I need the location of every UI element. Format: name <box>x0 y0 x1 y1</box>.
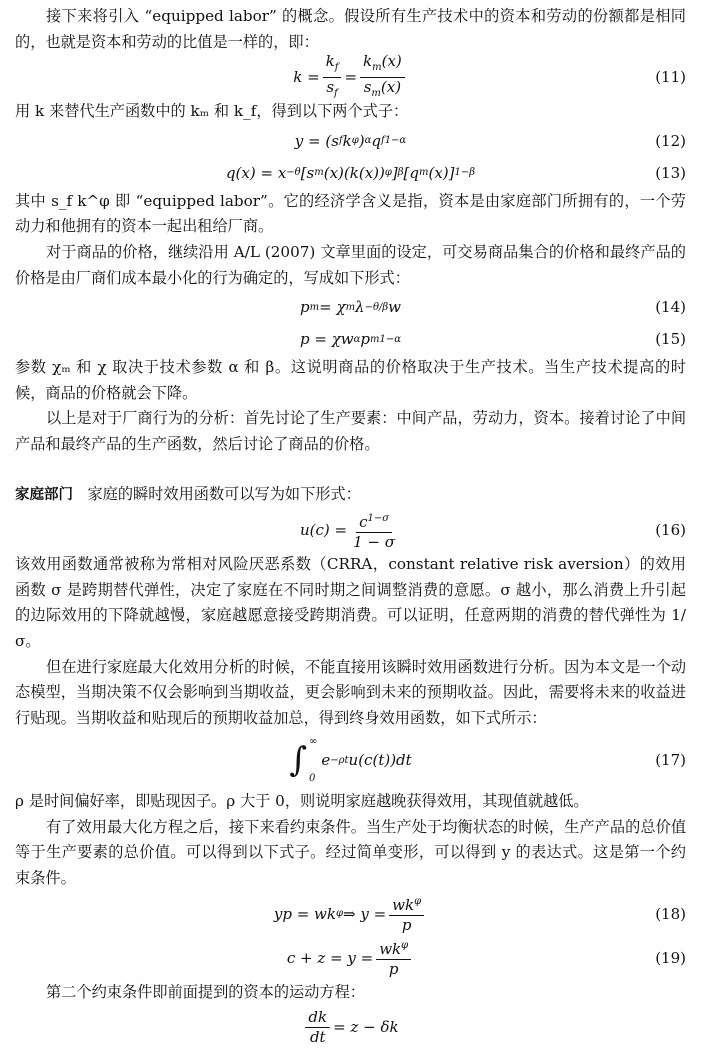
equation-14: p m = χ m λ −θ/β w (14) <box>15 291 686 323</box>
equation-number: (13) <box>655 163 686 182</box>
section-title: 家庭部门 <box>15 486 73 503</box>
equation-number: (19) <box>655 948 686 967</box>
equation-11: k = $\frac{k_f}{s_f}$ = $\frac{k_m(x)}{s_m(x)}$ (11) <box>293 51 686 99</box>
equation-13: q(x) = x −θ [s m (x)(k(x)) φ ] β [q m (x)] 1−β (13) <box>15 157 686 189</box>
paragraph: 以上是对于厂商行为的分析：首先讨论了生产要素：中间产品，劳动力，资本。接着讨论了中间产品和最终产品的生产函数，然后讨论了商品的价格。 <box>15 409 686 453</box>
paper-page <box>15 0 686 1049</box>
equation-capital-motion: $\frac{dk}{dt}$ = z − δk <box>15 1005 686 1049</box>
paragraph: 该效用函数通常被称为常相对风险厌恶系数（CRRA，constant relative risk aversion）的效用函数 σ 是跨期替代弹性，决定了家庭在不同时期之间调整消费的意愿。σ 越小，那么消费上升引起的边际效用的下降就越慢，家庭越愿意接受跨期消费。可以证明，任意两期的消费的替代弹性为 1/σ。 <box>15 555 686 650</box>
paragraph: 其中 s_f k^φ 即 “equipped labor”。它的经济学含义是指，资本是由家庭部门所拥有的，一个劳动力和他拥有的资本一起出租给厂商。 <box>15 191 686 236</box>
paragraph-text: 家庭的瞬时效用函数可以写为如下形式： <box>87 484 361 503</box>
equation-17: ∫ ∞ 0 e −ρt u(c(t))dt (17) <box>15 731 686 789</box>
paragraph: 参数 χₘ 和 χ 取决于技术参数 α 和 β。这说明商品的价格取决于生产技术。当生产技术提高的时候，商品的价格就会下降。 <box>15 358 686 402</box>
equation-15: p = χw α p m 1−α (15) <box>15 323 686 355</box>
equation-number: (14) <box>655 298 686 317</box>
paragraph: 但在进行家庭最大化效用分析的时候，不能直接用该瞬时效用函数进行分析。因为本文是一个动态模型，当期决策不仅会影响到当期收益，更会影响到未来的预期收益。因此，需要将未来的收益进行贴现。当期收益和贴现后的预期收益加总，得到终身效用函数，如下式所示： <box>15 657 686 727</box>
paragraph: 接下来将引入 “equipped labor” 的概念。假设所有生产技术中的资本和劳动的份额都是相同的，也就是资本和劳动的比值是一样的，即： <box>15 7 686 51</box>
equation-16: u(c) = $\frac{c^{1-\sigma}}{1 - \sigma}$ (16) <box>15 508 686 552</box>
section-paragraph <box>15 482 686 509</box>
equation-number: (12) <box>655 131 686 150</box>
paragraph: 第二个约束条件即前面提到的资本的运动方程： <box>46 982 365 1001</box>
equation-number: (11) <box>655 68 686 87</box>
equation-number: (16) <box>655 521 686 540</box>
equation-number: (15) <box>655 330 686 349</box>
paragraph: ρ 是时间偏好率，即贴现因子。ρ 大于 0，则说明家庭越晚获得效用，其现值就越低。 <box>15 792 589 811</box>
paragraph: 对于商品的价格，继续沿用 A/L (2007) 文章里面的设定，可交易商品集合的价格和最终产品的价格是由厂商们成本最小化的行为确定的，写成如下形式： <box>15 242 686 287</box>
equation-12: y = (s f k φ ) α q f 1−α (12) <box>15 125 686 157</box>
equation-number: (18) <box>655 904 686 923</box>
equation-18: yp = wk φ ⇒ y = $\frac{wk^\varphi}{p}$ (18) <box>15 892 686 936</box>
equation-19: c + z = y = $\frac{wk^\varphi}{p}$ (19) <box>15 936 686 980</box>
paragraph: 用 k 来替代生产函数中的 kₘ 和 k_f，得到以下两个式子： <box>15 102 409 121</box>
paragraph: 有了效用最大化方程之后，接下来看约束条件。当生产处于均衡状态的时候，生产产品的总价值等于生产要素的总价值。可以得到以下式子。经过简单变形，可以得到 y 的表达式。这是第一个约束条件。 <box>15 817 686 888</box>
equation-number: (17) <box>655 751 686 770</box>
